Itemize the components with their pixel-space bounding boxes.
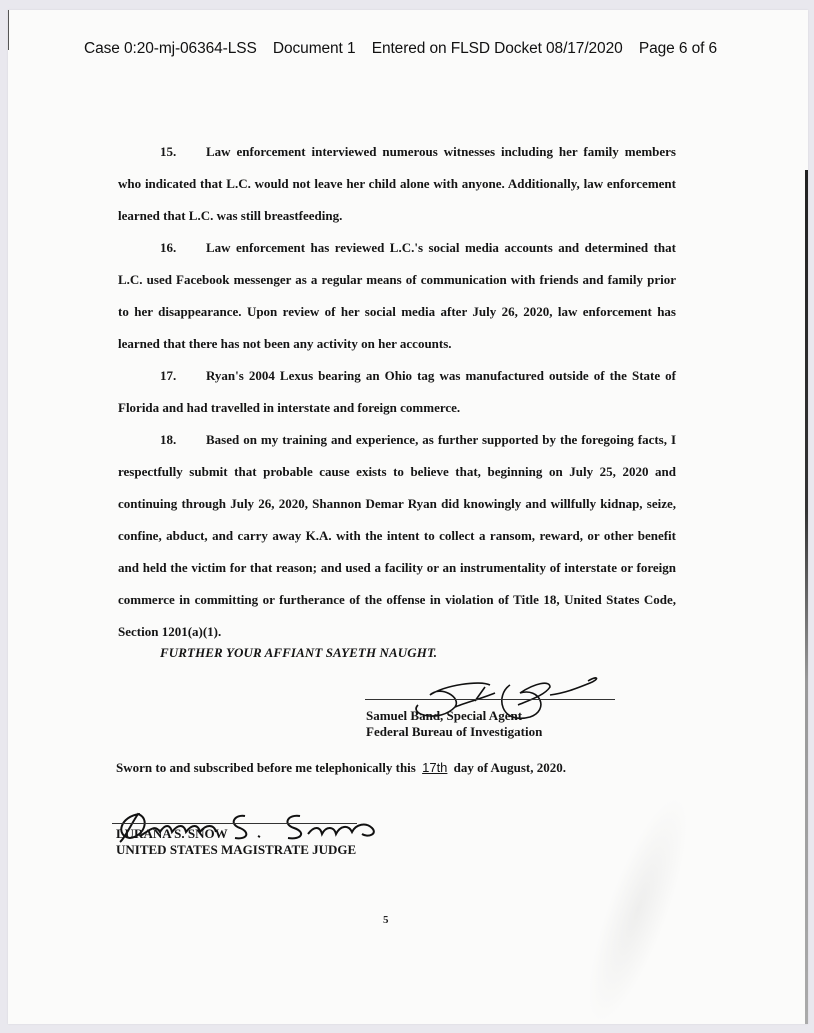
paragraph-17 bbox=[118, 360, 676, 424]
paragraph-16 bbox=[118, 232, 676, 360]
paragraph-number: 15. bbox=[160, 144, 177, 159]
judge-signature-line bbox=[112, 823, 357, 824]
paragraph-text: Law enforcement has reviewed L.C.'s social media accounts and determined that L.C. used Facebook messenger as a regular means of communication with friends and family prior to her disappearance. Upon review of her social media after July 26, 2020, law enforcement has learned that there has not been any activity on her accounts. bbox=[118, 240, 676, 351]
paragraph-number: 16. bbox=[160, 240, 177, 255]
closing-statement: FURTHER YOUR AFFIANT SAYETH NAUGHT. bbox=[160, 645, 438, 660]
paragraph-15 bbox=[118, 136, 676, 232]
paragraph-number: 17. bbox=[160, 368, 177, 383]
paragraph-text: Ryan's 2004 Lexus bearing an Ohio tag was manufactured outside of the State of Florida and had travelled in interstate and foreign commerce. bbox=[118, 368, 676, 415]
sworn-prefix: Sworn to and subscribed before me telephonically this bbox=[116, 760, 416, 775]
affiant-signature-line bbox=[365, 699, 615, 700]
document-number: Document 1 bbox=[272, 40, 356, 57]
judge-block bbox=[116, 826, 356, 858]
paragraph-18 bbox=[118, 424, 676, 648]
case-number: Case 0:20-mj-06364-LSS bbox=[84, 40, 257, 57]
page-edge-right bbox=[805, 170, 808, 1024]
sworn-statement bbox=[116, 760, 566, 776]
paragraph-text: Law enforcement interviewed numerous witnesses including her family members who indicated that L.C. would not leave her child alone with anyone. Additionally, law enforcement learned that L.C. was still breastfeeding. bbox=[118, 144, 676, 223]
entered-date: Entered on FLSD Docket 08/17/2020 bbox=[371, 40, 623, 57]
affiant-agency: Federal Bureau of Investigation bbox=[366, 724, 543, 739]
affiant-name-title: Samuel Band, Special Agent bbox=[366, 708, 523, 723]
judge-title: UNITED STATES MAGISTRATE JUDGE bbox=[116, 842, 357, 857]
paragraph-number: 18. bbox=[160, 432, 177, 447]
scan-smudge bbox=[569, 787, 707, 1033]
affiant-block bbox=[366, 708, 542, 740]
page-edge-left bbox=[8, 10, 9, 50]
page-indicator: Page 6 of 6 bbox=[638, 40, 718, 57]
paragraph-text: Based on my training and experience, as further supported by the foregoing facts, I respectfully submit that probable cause exists to believe that, beginning on July 25, 2020 and continuing through July 26, 2020, Shannon Demar Ryan did knowingly and willfully kidnap, seize, confine, abduct, and carry away K.A. with the intent to collect a ransom, reward, or other benefit and held the victim for that reason; and used a facility or an instrumentality of interstate or foreign commerce in committing or furtherance of the offense in violation of Title 18, United States Code, Section 1201(a)(1). bbox=[118, 432, 676, 639]
page-number: 5 bbox=[383, 914, 389, 926]
judge-name: LURANA S. SNOW bbox=[116, 826, 228, 841]
sworn-day: 17th bbox=[422, 760, 448, 775]
sworn-suffix: day of August, 2020. bbox=[453, 760, 566, 775]
docket-header bbox=[84, 40, 717, 58]
